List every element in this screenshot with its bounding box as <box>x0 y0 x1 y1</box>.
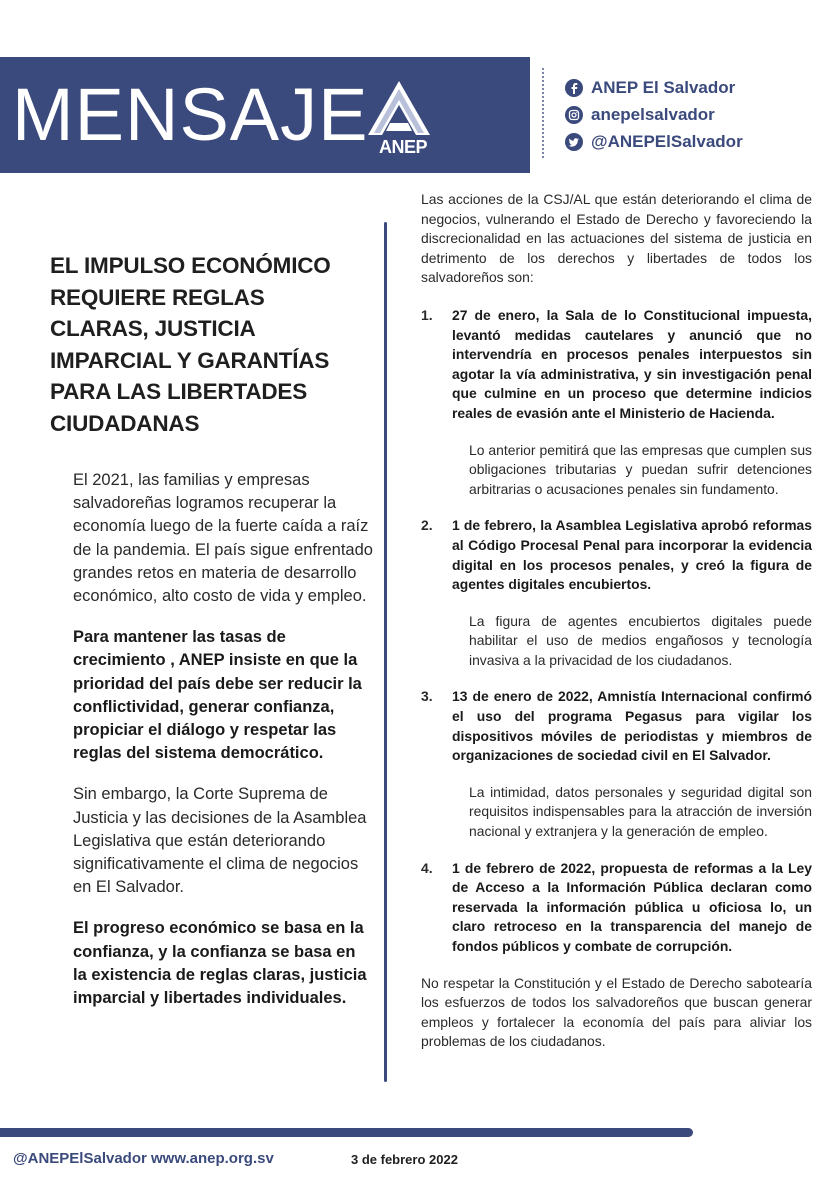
social-facebook[interactable] <box>565 75 743 101</box>
left-paragraph-3: Sin embargo, la Corte Suprema de Justicia y las decisiones de la Asamblea Legislativa que están deteriorando significativamente el clima de negocios en El Salvador. <box>73 785 367 897</box>
banner-title: MENSAJE <box>12 73 369 156</box>
item-note: La figura de agentes encubiertos digitales puede habilitar el uso de medios engañosos y tecnología invasiva a la privacidad de los ciudadanos. <box>469 612 812 668</box>
anep-logo-icon <box>360 79 438 139</box>
left-paragraph-4: El progreso económico se basa en la confianza, y la confianza se basa en la existencia de reglas claras, justicia imparcial y libertades individuales. <box>73 919 367 1008</box>
list-item <box>421 687 812 765</box>
facebook-label: ANEP El Salvador <box>591 78 736 97</box>
right-intro: Las acciones de la CSJ/AL que están deteriorando el clima de negocios, vulnerando el Estado de Derecho y favoreciendo la discrecionalidad en las actuaciones del sistema de justicia en detrimento de los derechos y libertades de todos los salvadoreños son: <box>421 191 812 286</box>
twitter-label: @ANEPElSalvador <box>591 132 743 151</box>
item-text: 13 de enero de 2022, Amnistía Internacional confirmó el uso del programa Pegasus para vigilar los dispositivos móviles de periodistas y miembros de organizaciones de sociedad civil en El Salvador. <box>452 688 812 764</box>
item-note: La intimidad, datos personales y seguridad digital son requisitos indispensables para la atracción de inversión nacional y extranjera y la generación de empleo. <box>469 783 812 840</box>
right-column <box>421 190 812 1052</box>
social-instagram[interactable] <box>565 102 743 128</box>
footer-bar <box>0 1128 693 1137</box>
anep-logo <box>360 79 438 159</box>
item-text: 1 de febrero de 2022, propuesta de reformas a la Ley de Acceso a la Información Pública declaran como reservada la información pública u oficiosa lo, un claro retroceso en la transparencia del manejo de fondos públicos y combate de corrupción. <box>452 859 812 954</box>
item-text: 27 de enero, la Sala de lo Constitucional impuesta, levantó medidas cautelares y anunció que no intervendría en procesos penales interpuestos sin agotar la vía administrativa, y sin investigación penal que culmine en un proceso que determine indicios reales de evasión ante el Ministerio de Hacienda. <box>452 306 812 421</box>
item-number: 4. <box>421 859 433 876</box>
instagram-label: anepelsalvador <box>591 105 715 124</box>
list-item <box>421 859 812 957</box>
main-heading: EL IMPULSO ECONÓMICO REQUIERE REGLAS CLARAS, JUSTICIA IMPARCIAL Y GARANTÍAS PARA LAS LIBERTADES CIUDADANAS <box>50 253 331 436</box>
item-number: 3. <box>421 688 433 705</box>
list-item <box>421 306 812 424</box>
social-divider <box>542 68 545 158</box>
footer-social[interactable]: @ANEPElSalvador www.anep.org.sv <box>13 1150 274 1167</box>
item-text: 1 de febrero, la Asamblea Legislativa aprobó reformas al Código Procesal Penal para incorporar la evidencia digital en los procesos penales, y creó la figura de agentes digitales encubiertos. <box>452 517 812 593</box>
item-number: 2. <box>421 517 433 534</box>
facebook-icon <box>565 79 583 97</box>
list-item <box>421 516 812 594</box>
social-links <box>565 75 743 156</box>
left-paragraph-2: Para mantener las tasas de crecimiento , ANEP insiste en que la prioridad del país debe ser reducir la conflictividad, generar confianza, propiciar el diálogo y respetar las reglas del sistema democrático. <box>73 628 362 763</box>
column-divider <box>384 222 387 1082</box>
left-body <box>73 469 373 1028</box>
right-closing: No respetar la Constitución y el Estado de Derecho sabotearía los esfuerzos de todos los salvadoreños que buscan generar empleos y fortalecer la economía del país para aliviar los problemas de los ciudadanos. <box>421 974 812 1050</box>
item-note: Lo anterior pemitirá que las empresas que cumplen sus obligaciones tributarias y puedan sufrir detenciones arbitrarias o acusaciones penales sin fundamento. <box>469 441 812 497</box>
footer-date: 3 de febrero 2022 <box>351 1152 458 1167</box>
header-banner <box>0 57 530 173</box>
left-paragraph-1: El 2021, las familias y empresas salvadoreñas logramos recuperar la economía luego de la fuerte caída a raíz de la pandemia. El país sigue enfrentado grandes retos en materia de desarrollo económico, alto costo de vida y empleo. <box>73 471 373 606</box>
social-twitter[interactable] <box>565 129 743 155</box>
logo-text: ANEP <box>378 137 427 157</box>
item-number: 1. <box>421 306 433 323</box>
twitter-icon <box>565 133 583 151</box>
instagram-icon <box>565 106 583 124</box>
